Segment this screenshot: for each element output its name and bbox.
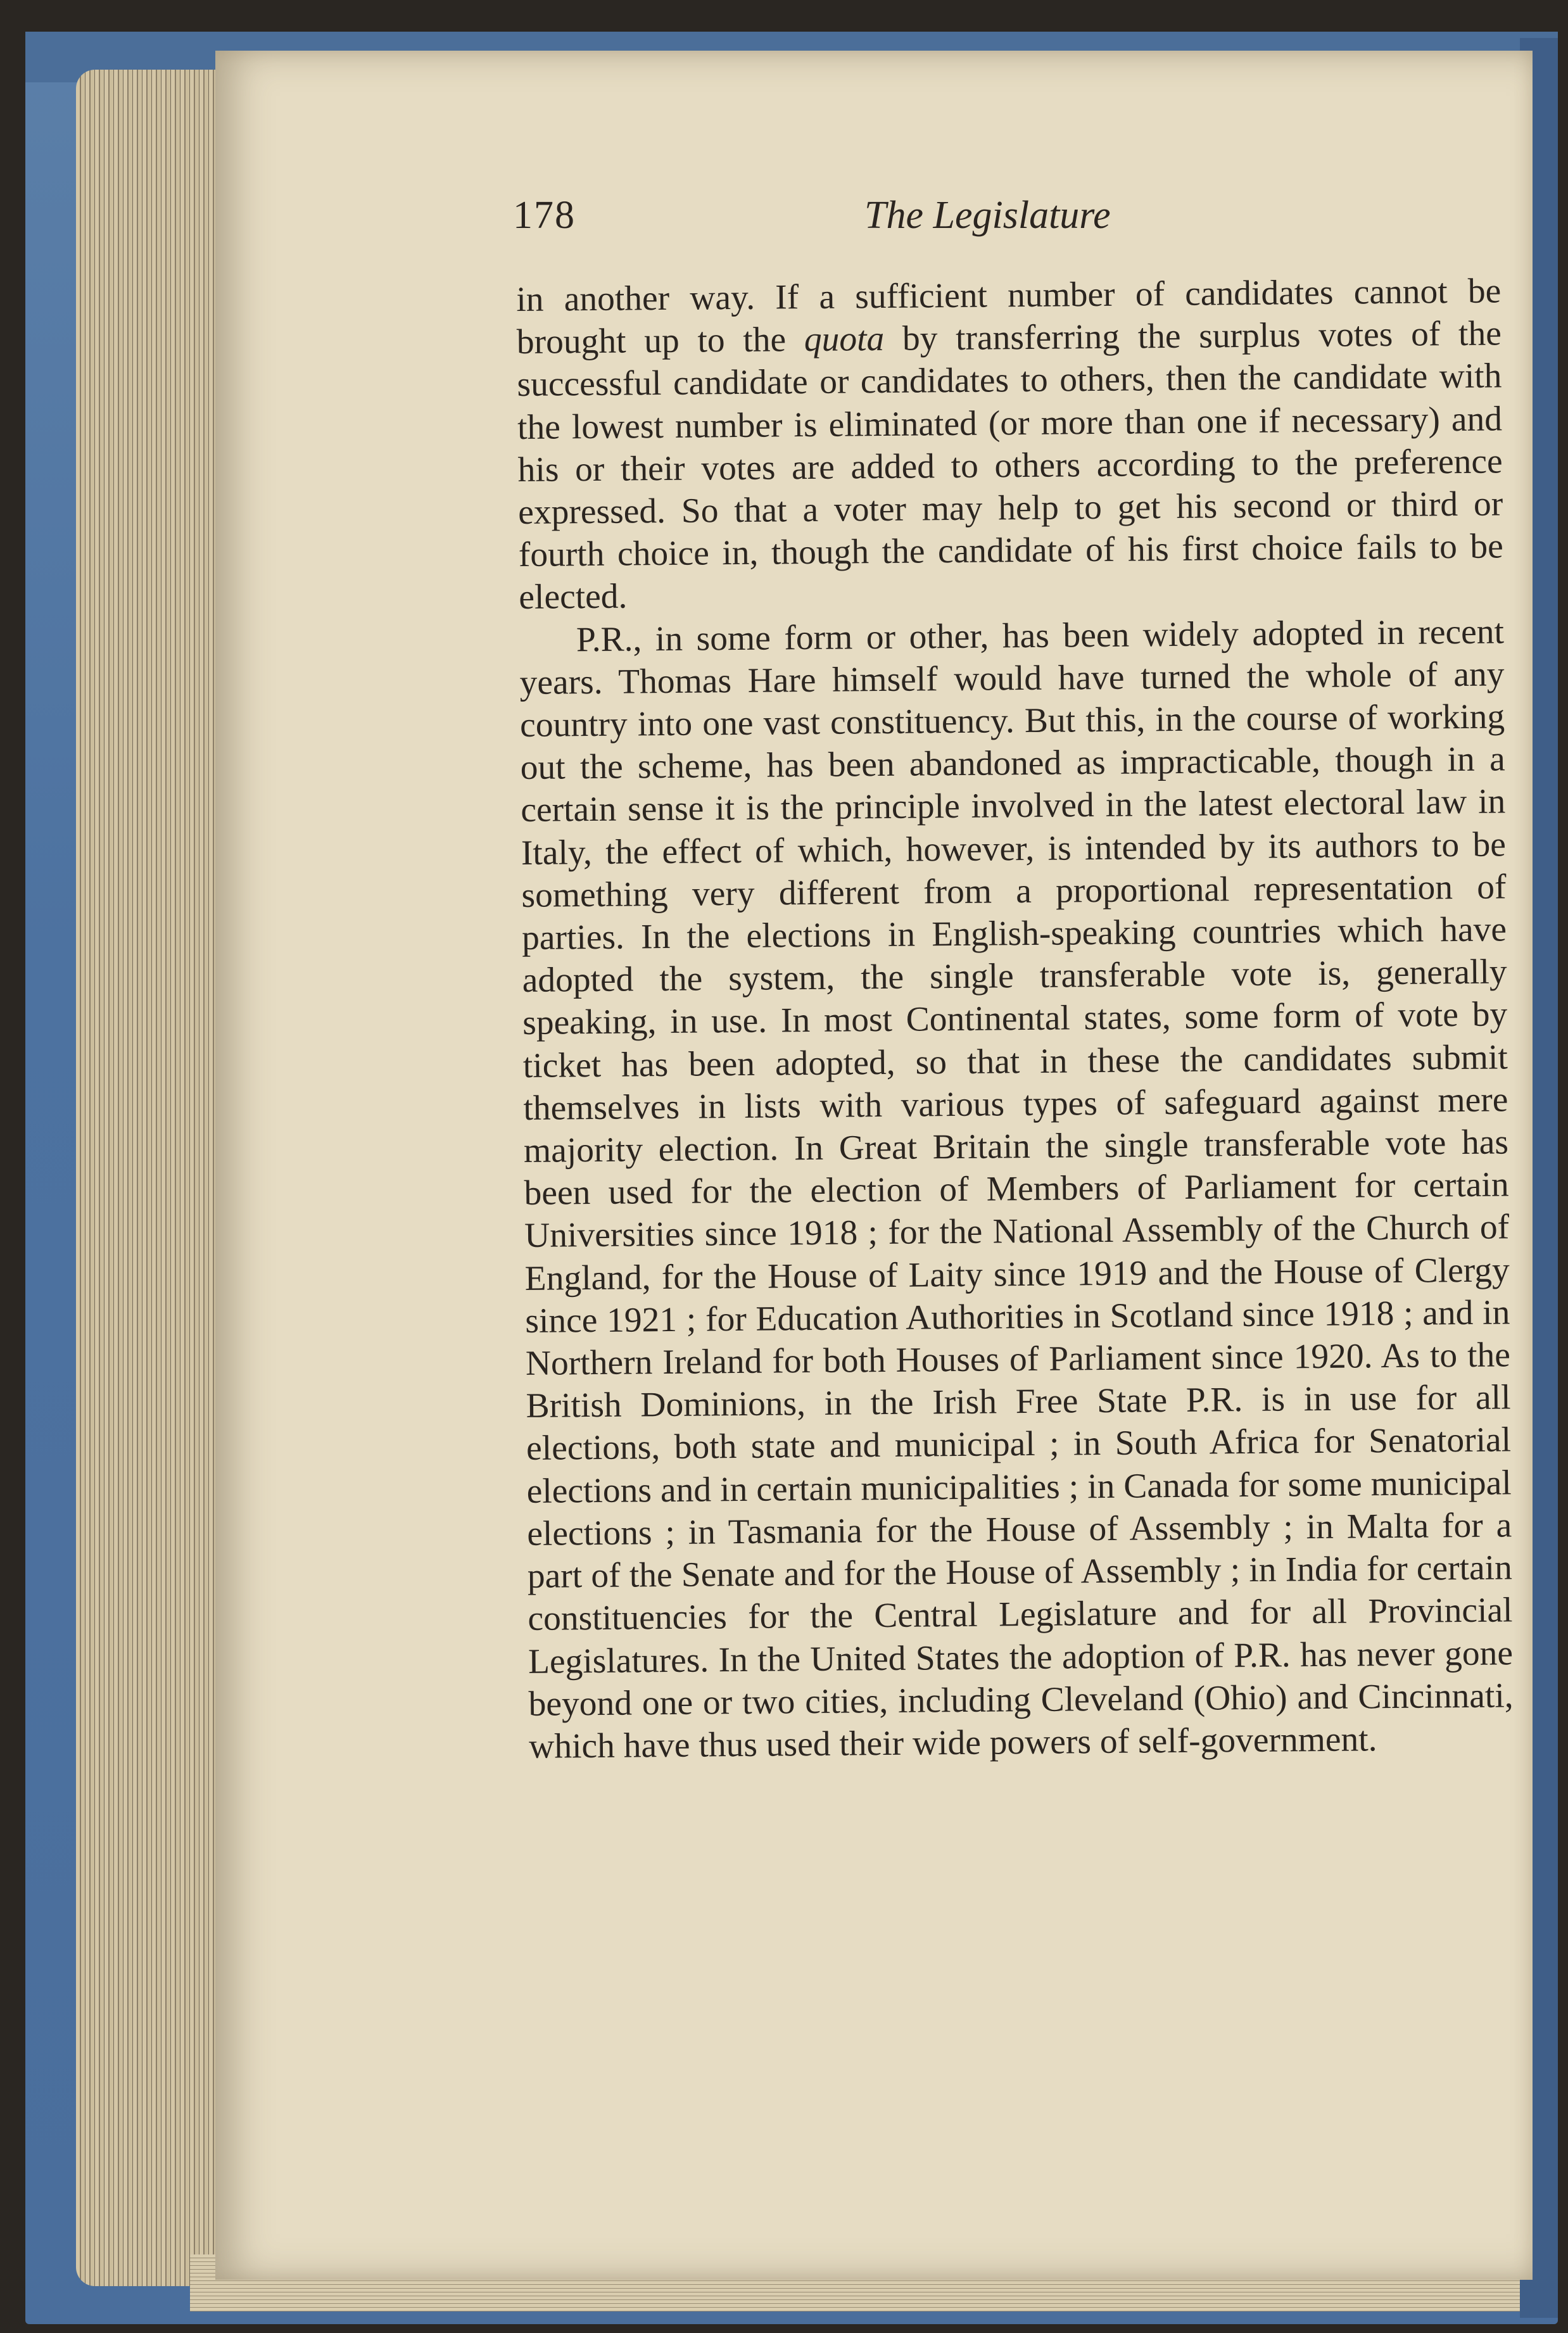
body-text xyxy=(516,270,1514,1768)
page-header xyxy=(513,193,1146,250)
paragraph-1-text-a: in another way. If a sufficient number of candidates cannot be brought up to the xyxy=(516,272,1502,362)
paragraph-2: P.R., in some form or other, has been widely adopted in recent years. Thomas Hare himself would have turned the whole of any country into one vast constituency. But this, in the course of working out the scheme, has been abandoned as impracticable, though in a certain sense it is the principle involved in the latest electoral law in Italy, the effect of which, however, is intended by its authors to be something very different from a proportional representation of parties. In the elections in English-speaking countries which have adopted the system, the single transferable vote is, generally speaking, in use. In most Continental states, some form of vote by ticket has been adopted, so that in these the candidates submit themselves in lists with various types of safeguard against mere majority election. In Great Britain the single transferable vote has been used for the election of Members of Parliament for certain Universities since 1918 ; for the National Assembly of the Church of England, for the House of Laity since 1919 and the House of Clergy since 1921 ; for Education Authorities in Scotland since 1918 ; and in Northern Ireland for both Houses of Parliament since 1920. As to the British Dominions, in the Irish Free State P.R. is in use for all elections, both state and municipal ; in South Africa for Senatorial elections and in certain municipalities ; in Canada for some municipal elections ; in Tasmania for the House of Assembly ; in Malta for a part of the Senate and for the House of Assembly ; in India for certain constituencies for the Central Legislature and for all Provincial Legislatures. In the United States the adoption of P.R. has never gone beyond one or two cities, including Cleveland (Ohio) and Cincinnati, which have thus used their wide powers of self-government. xyxy=(519,612,1514,1766)
paragraph-1 xyxy=(516,270,1504,619)
paragraph-1-text-b: by transferring the surplus votes of the successful candidate or candidates to others, then the candidate with the lowest number is eliminated (or more than one if necessary) and his or their votes are added to others according to the preference expressed. So that a voter may help to get his second or third or fourth choice in, though the candidate of his first choice fails to be elected. xyxy=(517,314,1504,617)
quota-italic: quota xyxy=(804,320,885,360)
running-head: The Legislature xyxy=(864,194,1111,237)
page-number: 178 xyxy=(513,194,576,237)
